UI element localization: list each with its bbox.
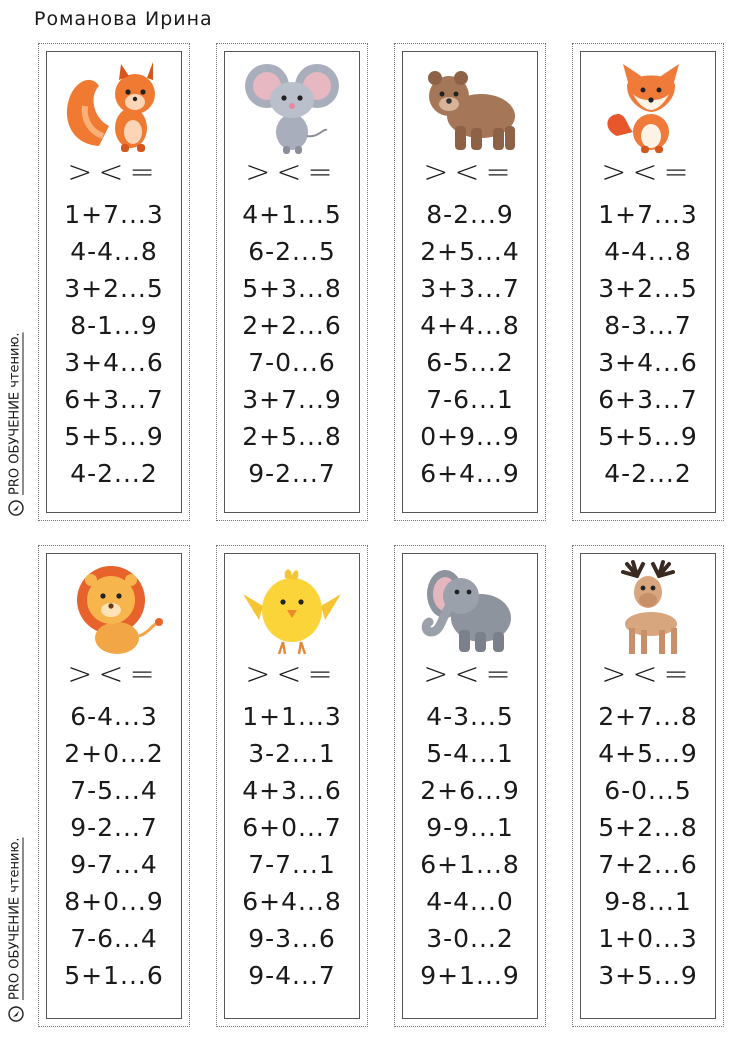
mouse-icon	[225, 54, 359, 158]
expression: 4-2...2	[604, 459, 692, 488]
expression: 8+0...9	[64, 887, 164, 916]
comparison-signs: ><=	[245, 657, 339, 692]
expression: 9-9...1	[426, 813, 514, 842]
expression: 4-4...8	[70, 237, 158, 266]
expression: 4-3...5	[426, 702, 514, 731]
expression: 6+4...9	[420, 459, 520, 488]
expression: 6+3...7	[64, 385, 164, 414]
comparison-signs: ><=	[601, 657, 695, 692]
expression: 2+0...2	[64, 739, 164, 768]
side-label-bottom	[2, 770, 28, 1030]
expression: 7-6...1	[426, 385, 514, 414]
expression: 4-4...8	[604, 237, 692, 266]
expression: 6-0...5	[604, 776, 692, 805]
card-lion	[38, 545, 190, 1027]
card-squirrel	[38, 43, 190, 521]
card-elephant	[394, 545, 546, 1027]
expression: 7-5...4	[70, 776, 158, 805]
expression: 2+2...6	[242, 311, 342, 340]
logo-icon	[8, 500, 24, 516]
card-mouse	[216, 43, 368, 521]
expression: 1+1...3	[242, 702, 342, 731]
expression: 5+3...8	[242, 274, 342, 303]
expression: 9-7...4	[70, 850, 158, 879]
logo-icon	[8, 1006, 24, 1022]
expression: 7+2...6	[598, 850, 698, 879]
expression: 5+5...9	[64, 422, 164, 451]
expression: 6+3...7	[598, 385, 698, 414]
expression: 2+7...8	[598, 702, 698, 731]
bear-icon	[403, 54, 537, 158]
expression: 5-4...1	[426, 739, 514, 768]
author-name: Романова Ирина	[34, 8, 213, 30]
expression: 8-3...7	[604, 311, 692, 340]
card-chick	[216, 545, 368, 1027]
side-label-text: PRO ОБУЧЕНИЕ чтению.	[7, 837, 23, 1000]
expression: 9-3...6	[248, 924, 336, 953]
expression: 4+1...5	[242, 200, 342, 229]
comparison-signs: ><=	[67, 657, 161, 692]
expression: 0+9...9	[420, 422, 520, 451]
expression: 3-2...1	[248, 739, 336, 768]
card-bear	[394, 43, 546, 521]
expression: 2+5...8	[242, 422, 342, 451]
expression: 6+4...8	[242, 887, 342, 916]
expression: 6+0...7	[242, 813, 342, 842]
comparison-signs: ><=	[245, 155, 339, 190]
expression: 6-2...5	[248, 237, 336, 266]
expression: 7-7...1	[248, 850, 336, 879]
expression: 4+4...8	[420, 311, 520, 340]
comparison-signs: ><=	[423, 657, 517, 692]
expression: 4-4...0	[426, 887, 514, 916]
expression: 3+2...5	[64, 274, 164, 303]
expression: 8-2...9	[426, 200, 514, 229]
card-fox	[572, 43, 724, 521]
expression: 5+1...6	[64, 961, 164, 990]
fox-icon	[581, 54, 715, 158]
expression: 2+6...9	[420, 776, 520, 805]
lion-icon	[47, 556, 181, 660]
expression: 4-2...2	[70, 459, 158, 488]
expression: 1+7...3	[598, 200, 698, 229]
expression: 5+5...9	[598, 422, 698, 451]
chick-icon	[225, 556, 359, 660]
expression: 5+2...8	[598, 813, 698, 842]
expression: 3+4...6	[598, 348, 698, 377]
moose-icon	[581, 556, 715, 660]
expression: 9-2...7	[248, 459, 336, 488]
expression: 8-1...9	[70, 311, 158, 340]
side-label-top	[2, 270, 28, 520]
expression: 3-0...2	[426, 924, 514, 953]
expression: 3+4...6	[64, 348, 164, 377]
expression: 3+3...7	[420, 274, 520, 303]
expression: 9-8...1	[604, 887, 692, 916]
expression: 1+7...3	[64, 200, 164, 229]
expression: 7-0...6	[248, 348, 336, 377]
card-moose	[572, 545, 724, 1027]
expression: 9+1...9	[420, 961, 520, 990]
expression: 9-4...7	[248, 961, 336, 990]
elephant-icon	[403, 556, 537, 660]
expression: 3+7...9	[242, 385, 342, 414]
expression: 6+1...8	[420, 850, 520, 879]
expression: 4+3...6	[242, 776, 342, 805]
expression: 3+2...5	[598, 274, 698, 303]
expression: 6-4...3	[70, 702, 158, 731]
expression: 3+5...9	[598, 961, 698, 990]
expression: 4+5...9	[598, 739, 698, 768]
side-label-text: PRO ОБУЧЕНИЕ чтению.	[7, 332, 23, 495]
comparison-signs: ><=	[601, 155, 695, 190]
squirrel-icon	[47, 54, 181, 158]
expression: 7-6...4	[70, 924, 158, 953]
comparison-signs: ><=	[67, 155, 161, 190]
expression: 1+0...3	[598, 924, 698, 953]
expression: 9-2...7	[70, 813, 158, 842]
expression: 2+5...4	[420, 237, 520, 266]
expression: 6-5...2	[426, 348, 514, 377]
comparison-signs: ><=	[423, 155, 517, 190]
